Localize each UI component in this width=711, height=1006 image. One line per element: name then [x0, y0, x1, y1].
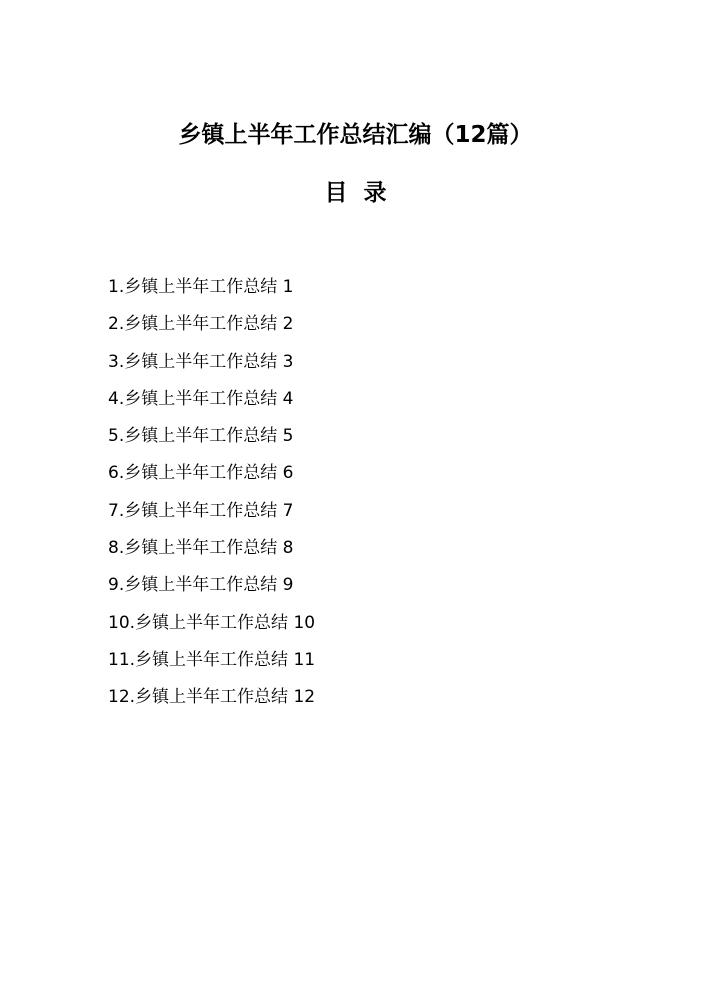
toc-item-2: 2.乡镇上半年工作总结 2 [108, 314, 294, 335]
toc-item-6: 6.乡镇上半年工作总结 6 [108, 463, 294, 484]
document-title: 乡镇上半年工作总结汇编（12篇） [178, 122, 533, 148]
toc-item-12: 12.乡镇上半年工作总结 12 [108, 687, 316, 708]
toc-item-7: 7.乡镇上半年工作总结 7 [108, 500, 294, 521]
toc-item-1: 1.乡镇上半年工作总结 1 [108, 277, 294, 297]
toc-item-11: 11.乡镇上半年工作总结 11 [108, 649, 316, 670]
toc-item-9: 9.乡镇上半年工作总结 9 [108, 575, 294, 596]
toc-heading: 目 录 [324, 180, 387, 206]
toc-item-3: 3.乡镇上半年工作总结 3 [108, 351, 294, 372]
toc-item-10: 10.乡镇上半年工作总结 10 [108, 612, 316, 633]
toc-item-8: 8.乡镇上半年工作总结 8 [108, 538, 294, 559]
table-of-contents [108, 273, 315, 721]
toc-item-4: 4.乡镇上半年工作总结 4 [108, 388, 294, 409]
toc-item-5: 5.乡镇上半年工作总结 5 [108, 426, 294, 447]
